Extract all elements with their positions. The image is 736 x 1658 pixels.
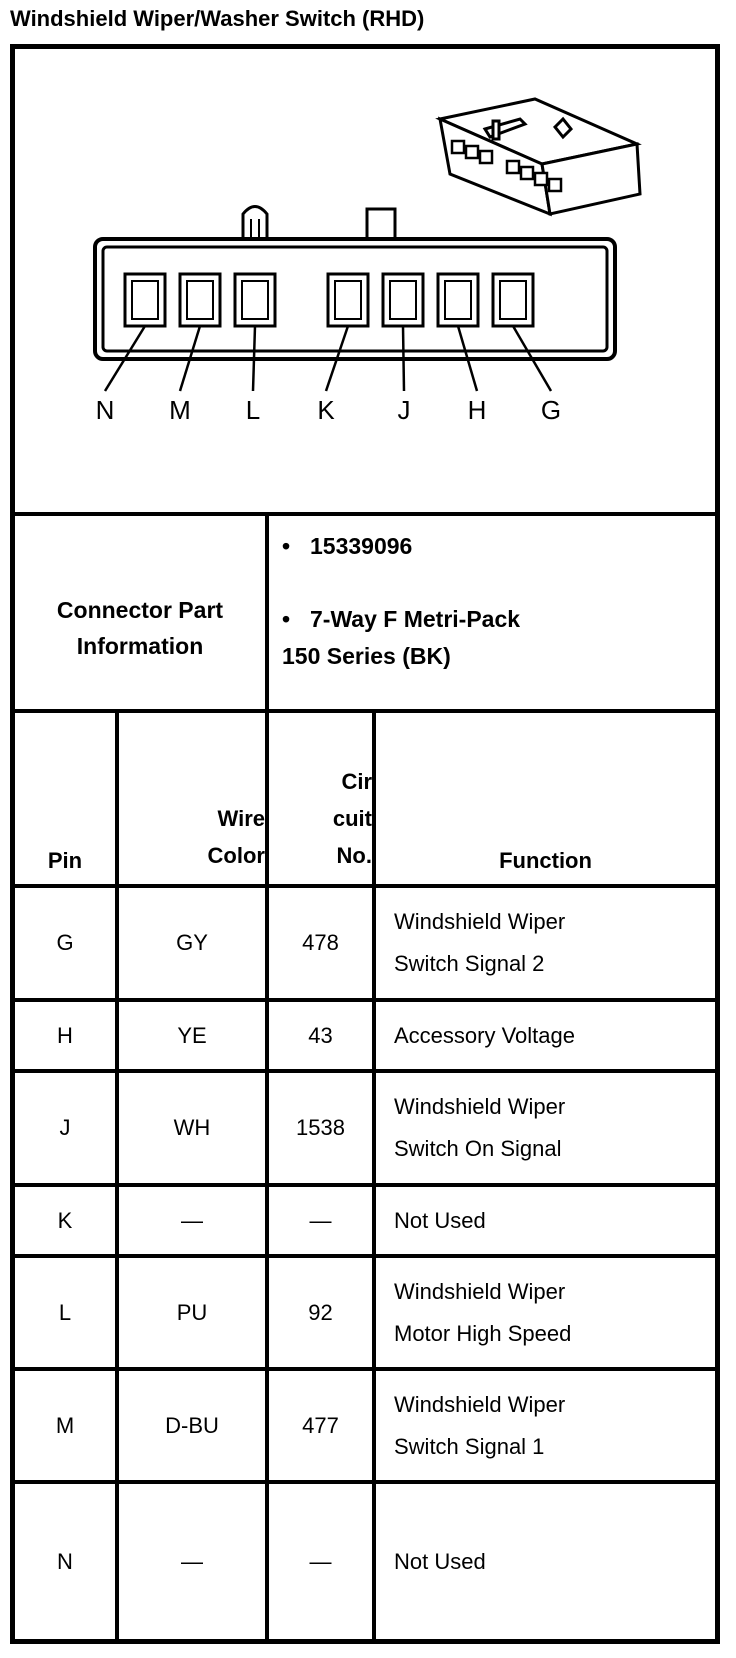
header-function: Function — [499, 848, 592, 873]
function-line: Switch Signal 1 — [394, 1433, 545, 1459]
function-line: Not Used — [394, 1548, 486, 1574]
function-line: Windshield Wiper — [394, 1391, 566, 1417]
circuit-number-cell: — — [309, 1207, 332, 1233]
function-line: Accessory Voltage — [394, 1022, 575, 1048]
pin-cell: K — [57, 1207, 73, 1233]
circuit-number-cell: 43 — [308, 1022, 333, 1048]
pin-cavity-inner-h — [445, 281, 471, 319]
pin-cell: G — [56, 930, 74, 955]
connector-info-label-line2: Information — [76, 632, 204, 659]
wire-color-cell: — — [181, 1548, 203, 1574]
function-line: Windshield Wiper — [394, 1094, 566, 1119]
pin-label-h: H — [467, 395, 487, 425]
pin-label-g: G — [540, 395, 562, 425]
function-line: Windshield Wiper — [394, 909, 566, 934]
header-circuit-no: Cir cuit No. — [332, 769, 372, 868]
function-cell — [376, 1187, 715, 1254]
wire-color-cell: — — [181, 1207, 203, 1233]
function-cell — [376, 888, 715, 998]
pin-cell: N — [57, 1548, 73, 1574]
pin-cavity-inner-l — [242, 281, 268, 319]
function-cell — [376, 1002, 715, 1069]
function-cell — [376, 1073, 715, 1183]
circuit-number-cell: 92 — [308, 1299, 333, 1325]
function-cell — [376, 1258, 715, 1367]
connector-type-line1: 7-Way F Metri-Pack — [310, 606, 521, 632]
pin-cell: J — [59, 1115, 71, 1140]
pin-label-l: L — [245, 395, 261, 425]
circuit-number-cell: 1538 — [296, 1115, 345, 1140]
circuit-number-cell: 477 — [302, 1412, 339, 1438]
wire-color-cell: PU — [176, 1299, 208, 1325]
pin-cell: M — [55, 1412, 75, 1438]
pin-label-j: J — [397, 395, 411, 425]
pin-cavity-inner-n — [132, 281, 158, 319]
pin-cell: L — [58, 1299, 72, 1325]
function-line: Not Used — [394, 1207, 486, 1233]
pin-cavity-inner-j — [390, 281, 416, 319]
pin-label-m: M — [169, 395, 191, 425]
pin-cell: H — [57, 1022, 73, 1048]
function-cell — [376, 1371, 715, 1480]
wire-color-cell: GY — [176, 930, 208, 955]
pin-label-k: K — [317, 395, 335, 425]
function-line: Motor High Speed — [394, 1320, 572, 1346]
connector-info-values: • 15339096 • 7-Way F Metri-Pack 150 Series (BK) — [270, 528, 710, 675]
pin-cavity-inner-k — [335, 281, 361, 319]
function-line: Switch Signal 2 — [394, 951, 545, 976]
circuit-number-cell: — — [309, 1548, 332, 1574]
pin-cavities — [125, 274, 533, 326]
connector-info-label-line1: Connector Part — [56, 596, 224, 623]
header-wire-color: Wire Color — [207, 806, 265, 868]
header-pin: Pin — [47, 848, 83, 873]
leader-line-j — [403, 326, 404, 391]
connector-isometric-view — [440, 99, 640, 214]
pin-labels — [96, 395, 562, 425]
wire-color-cell: WH — [173, 1115, 211, 1140]
wire-color-cell: YE — [177, 1022, 207, 1048]
pin-label-n: N — [95, 395, 115, 425]
connector-info-label — [15, 516, 265, 709]
connector-type-line2: 150 Series (BK) — [282, 643, 451, 669]
pin-cavity-inner-m — [187, 281, 213, 319]
function-line: Switch On Signal — [394, 1136, 562, 1161]
pin-cavity-inner-g — [500, 281, 526, 319]
function-line: Windshield Wiper — [394, 1278, 566, 1304]
connector-diagram — [15, 49, 715, 519]
part-number: 15339096 — [310, 533, 413, 559]
circuit-number-cell: 478 — [302, 930, 339, 955]
function-cell — [376, 1484, 715, 1639]
wire-color-cell: D-BU — [165, 1412, 219, 1438]
page-title: Windshield Wiper/Washer Switch (RHD) — [10, 6, 425, 31]
